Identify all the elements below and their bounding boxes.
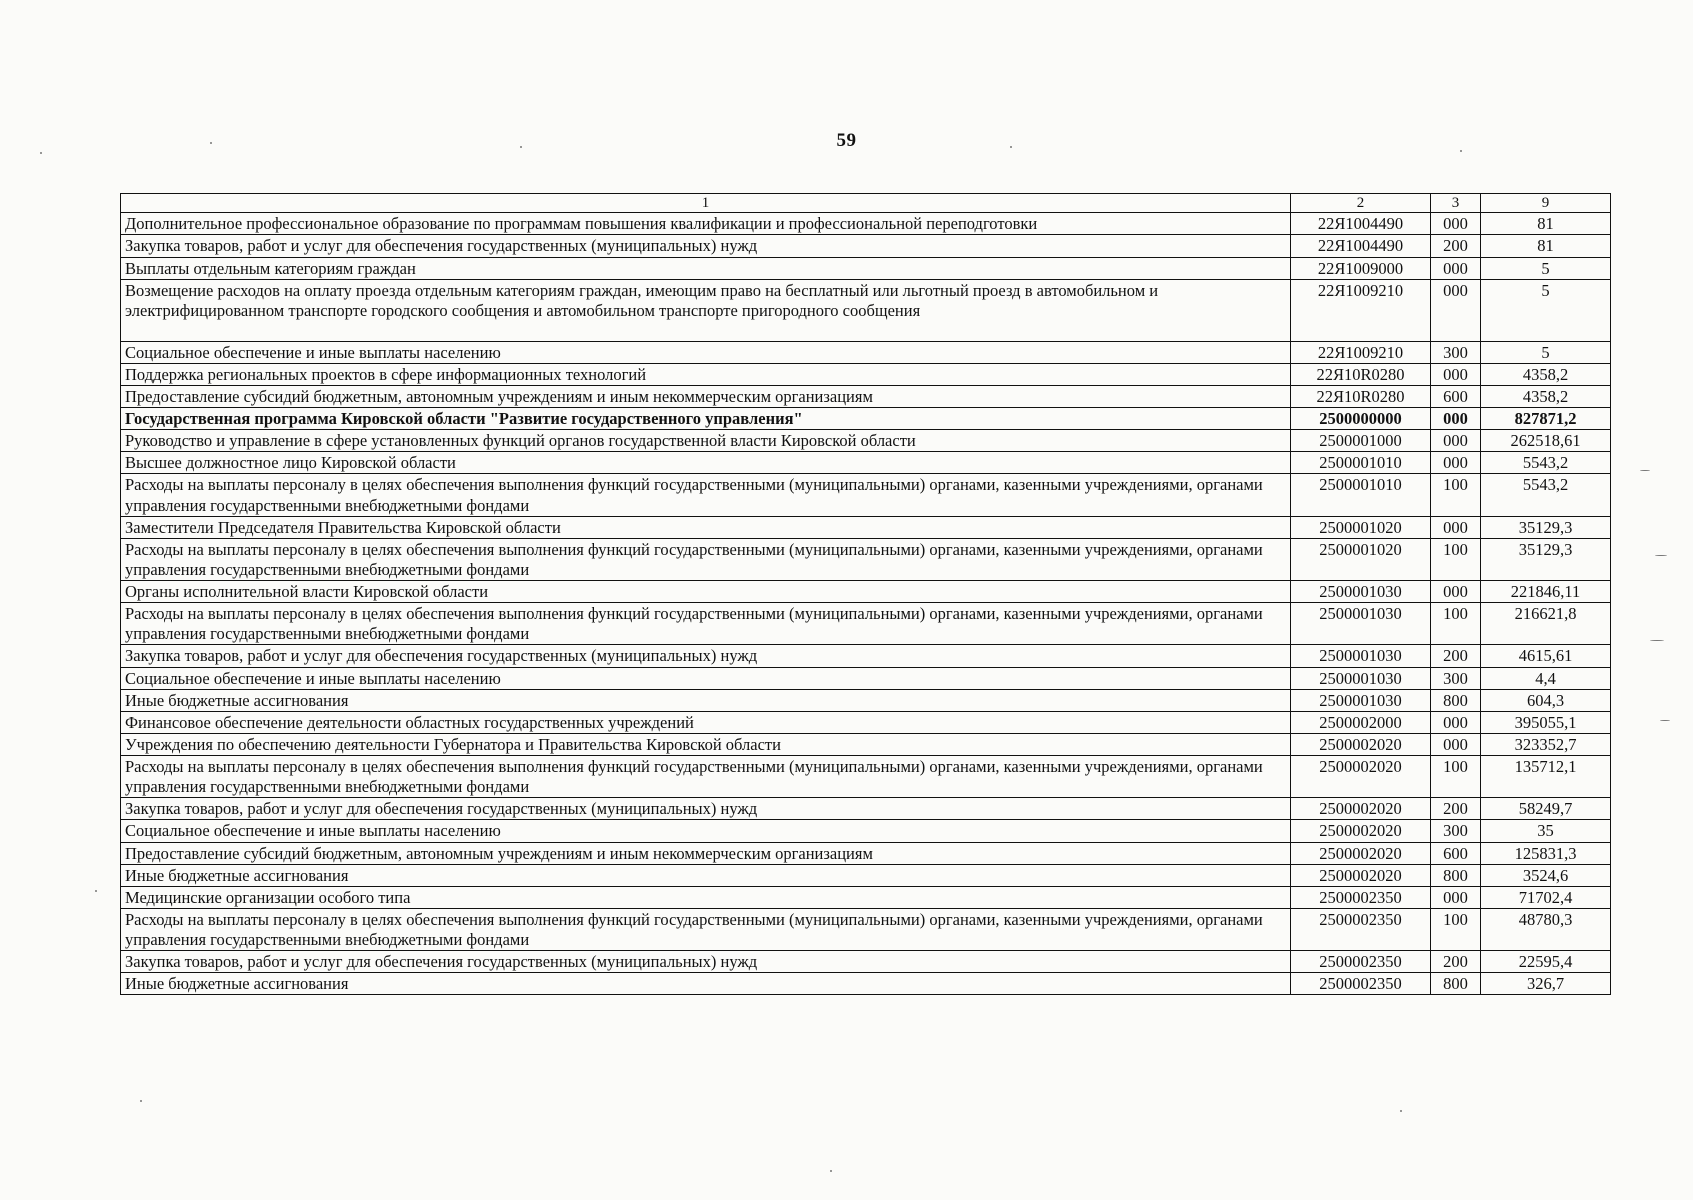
row-expense-type-cell: 000 — [1431, 279, 1481, 341]
row-code-cell: 2500000000 — [1291, 408, 1431, 430]
row-name-cell: Расходы на выплаты персоналу в целях обеспечения выполнения функций государственными (муниципальными) органами, казенными учреждениями, органами управления государственными внебюджетными фондами — [121, 474, 1291, 516]
row-amount-cell: 5 — [1481, 257, 1611, 279]
table-row — [121, 257, 1611, 279]
row-amount-cell: 221846,11 — [1481, 581, 1611, 603]
table-row — [121, 341, 1611, 363]
row-name-cell: Государственная программа Кировской области "Развитие государственного управления" — [121, 408, 1291, 430]
row-code-cell: 22Я10R0280 — [1291, 363, 1431, 385]
row-name-cell: Медицинские организации особого типа — [121, 886, 1291, 908]
row-amount-cell: 5 — [1481, 279, 1611, 341]
row-code-cell: 2500001020 — [1291, 538, 1431, 580]
row-amount-cell: 4358,2 — [1481, 385, 1611, 407]
row-code-cell: 22Я1009000 — [1291, 257, 1431, 279]
row-expense-type-cell: 000 — [1431, 516, 1481, 538]
row-code-cell: 2500002350 — [1291, 908, 1431, 950]
table-row — [121, 279, 1611, 341]
row-code-cell: 2500001030 — [1291, 667, 1431, 689]
row-code-cell: 2500001010 — [1291, 474, 1431, 516]
table-row — [121, 516, 1611, 538]
row-code-cell: 2500001000 — [1291, 430, 1431, 452]
row-name-cell: Расходы на выплаты персоналу в целях обеспечения выполнения функций государственными (муниципальными) органами, казенными учреждениями, органами управления государственными внебюджетными фондами — [121, 908, 1291, 950]
row-code-cell: 2500001030 — [1291, 603, 1431, 645]
row-amount-cell: 216621,8 — [1481, 603, 1611, 645]
row-code-cell: 2500002020 — [1291, 733, 1431, 755]
row-expense-type-cell: 000 — [1431, 408, 1481, 430]
row-code-cell: 22Я10R0280 — [1291, 385, 1431, 407]
table-row — [121, 733, 1611, 755]
table-row — [121, 235, 1611, 257]
row-amount-cell: 5543,2 — [1481, 452, 1611, 474]
table-row — [121, 645, 1611, 667]
row-expense-type-cell: 000 — [1431, 430, 1481, 452]
header-col-amount: 9 — [1481, 194, 1611, 213]
row-amount-cell: 35129,3 — [1481, 538, 1611, 580]
table-row — [121, 452, 1611, 474]
row-expense-type-cell: 800 — [1431, 864, 1481, 886]
row-amount-cell: 135712,1 — [1481, 756, 1611, 798]
budget-table — [120, 193, 1611, 995]
table-row — [121, 667, 1611, 689]
table-row — [121, 886, 1611, 908]
row-expense-type-cell: 800 — [1431, 973, 1481, 995]
row-code-cell: 2500001010 — [1291, 452, 1431, 474]
row-expense-type-cell: 600 — [1431, 385, 1481, 407]
row-code-cell: 2500002020 — [1291, 798, 1431, 820]
row-expense-type-cell: 600 — [1431, 842, 1481, 864]
table-row — [121, 842, 1611, 864]
row-name-cell: Социальное обеспечение и иные выплаты населению — [121, 820, 1291, 842]
row-amount-cell: 125831,3 — [1481, 842, 1611, 864]
row-name-cell: Социальное обеспечение и иные выплаты населению — [121, 341, 1291, 363]
row-name-cell: Иные бюджетные ассигнования — [121, 689, 1291, 711]
row-expense-type-cell: 000 — [1431, 711, 1481, 733]
row-code-cell: 2500002000 — [1291, 711, 1431, 733]
row-expense-type-cell: 100 — [1431, 538, 1481, 580]
row-name-cell: Выплаты отдельным категориям граждан — [121, 257, 1291, 279]
table-row — [121, 408, 1611, 430]
row-amount-cell: 604,3 — [1481, 689, 1611, 711]
header-col-code: 2 — [1291, 194, 1431, 213]
table-row — [121, 798, 1611, 820]
row-expense-type-cell: 800 — [1431, 689, 1481, 711]
row-code-cell: 22Я1009210 — [1291, 279, 1431, 341]
table-row — [121, 756, 1611, 798]
row-expense-type-cell: 000 — [1431, 257, 1481, 279]
row-expense-type-cell: 000 — [1431, 452, 1481, 474]
table-row — [121, 864, 1611, 886]
table-row — [121, 538, 1611, 580]
table-row — [121, 474, 1611, 516]
row-expense-type-cell: 000 — [1431, 581, 1481, 603]
row-name-cell: Учреждения по обеспечению деятельности Губернатора и Правительства Кировской области — [121, 733, 1291, 755]
table-row — [121, 908, 1611, 950]
table-row — [121, 973, 1611, 995]
row-amount-cell: 323352,7 — [1481, 733, 1611, 755]
row-name-cell: Закупка товаров, работ и услуг для обеспечения государственных (муниципальных) нужд — [121, 798, 1291, 820]
row-amount-cell: 5543,2 — [1481, 474, 1611, 516]
table-row — [121, 689, 1611, 711]
row-expense-type-cell: 000 — [1431, 363, 1481, 385]
row-name-cell: Закупка товаров, работ и услуг для обеспечения государственных (муниципальных) нужд — [121, 645, 1291, 667]
row-code-cell: 2500002350 — [1291, 973, 1431, 995]
row-expense-type-cell: 200 — [1431, 798, 1481, 820]
table-row — [121, 711, 1611, 733]
row-code-cell: 2500002020 — [1291, 864, 1431, 886]
row-name-cell: Иные бюджетные ассигнования — [121, 864, 1291, 886]
row-name-cell: Иные бюджетные ассигнования — [121, 973, 1291, 995]
row-name-cell: Расходы на выплаты персоналу в целях обеспечения выполнения функций государственными (муниципальными) органами, казенными учреждениями, органами управления государственными внебюджетными фондами — [121, 756, 1291, 798]
table-row — [121, 363, 1611, 385]
row-amount-cell: 326,7 — [1481, 973, 1611, 995]
row-expense-type-cell: 300 — [1431, 820, 1481, 842]
row-expense-type-cell: 100 — [1431, 603, 1481, 645]
table-header-row — [121, 194, 1611, 213]
row-name-cell: Расходы на выплаты персоналу в целях обеспечения выполнения функций государственными (муниципальными) органами, казенными учреждениями, органами управления государственными внебюджетными фондами — [121, 538, 1291, 580]
row-code-cell: 22Я1004490 — [1291, 235, 1431, 257]
row-amount-cell: 827871,2 — [1481, 408, 1611, 430]
row-amount-cell: 5 — [1481, 341, 1611, 363]
row-code-cell: 2500002350 — [1291, 886, 1431, 908]
row-name-cell: Финансовое обеспечение деятельности областных государственных учреждений — [121, 711, 1291, 733]
row-amount-cell: 4615,61 — [1481, 645, 1611, 667]
row-name-cell: Предоставление субсидий бюджетным, автономным учреждениям и иным некоммерческим организациям — [121, 842, 1291, 864]
row-amount-cell: 4,4 — [1481, 667, 1611, 689]
table-row — [121, 603, 1611, 645]
row-name-cell: Возмещение расходов на оплату проезда отдельным категориям граждан, имеющим право на бесплатный или льготный проезд в автомобильном и электрифицированном транспорте городского сообщения и автомобильном транспорте пригородного сообщения — [121, 279, 1291, 341]
row-amount-cell: 262518,61 — [1481, 430, 1611, 452]
row-code-cell: 2500002350 — [1291, 951, 1431, 973]
row-name-cell: Предоставление субсидий бюджетным, автономным учреждениям и иным некоммерческим организациям — [121, 385, 1291, 407]
row-expense-type-cell: 200 — [1431, 235, 1481, 257]
row-amount-cell: 71702,4 — [1481, 886, 1611, 908]
row-expense-type-cell: 000 — [1431, 213, 1481, 235]
row-amount-cell: 35129,3 — [1481, 516, 1611, 538]
row-name-cell: Руководство и управление в сфере установленных функций органов государственной власти Кировской области — [121, 430, 1291, 452]
table-row — [121, 951, 1611, 973]
row-expense-type-cell: 100 — [1431, 474, 1481, 516]
row-name-cell: Органы исполнительной власти Кировской области — [121, 581, 1291, 603]
row-expense-type-cell: 100 — [1431, 908, 1481, 950]
row-name-cell: Дополнительное профессиональное образование по программам повышения квалификации и профессиональной переподготовки — [121, 213, 1291, 235]
row-code-cell: 22Я1004490 — [1291, 213, 1431, 235]
row-amount-cell: 48780,3 — [1481, 908, 1611, 950]
row-expense-type-cell: 300 — [1431, 341, 1481, 363]
row-expense-type-cell: 200 — [1431, 951, 1481, 973]
row-expense-type-cell: 300 — [1431, 667, 1481, 689]
row-code-cell: 2500001030 — [1291, 645, 1431, 667]
row-name-cell: Поддержка региональных проектов в сфере информационных технологий — [121, 363, 1291, 385]
row-expense-type-cell: 000 — [1431, 733, 1481, 755]
row-code-cell: 2500001030 — [1291, 689, 1431, 711]
table-row — [121, 213, 1611, 235]
row-code-cell: 2500002020 — [1291, 820, 1431, 842]
row-amount-cell: 4358,2 — [1481, 363, 1611, 385]
row-name-cell: Закупка товаров, работ и услуг для обеспечения государственных (муниципальных) нужд — [121, 235, 1291, 257]
row-amount-cell: 3524,6 — [1481, 864, 1611, 886]
row-amount-cell: 35 — [1481, 820, 1611, 842]
table-row — [121, 820, 1611, 842]
row-expense-type-cell: 200 — [1431, 645, 1481, 667]
row-code-cell: 22Я1009210 — [1291, 341, 1431, 363]
row-name-cell: Высшее должностное лицо Кировской области — [121, 452, 1291, 474]
row-amount-cell: 395055,1 — [1481, 711, 1611, 733]
row-name-cell: Расходы на выплаты персоналу в целях обеспечения выполнения функций государственными (муниципальными) органами, казенными учреждениями, органами управления государственными внебюджетными фондами — [121, 603, 1291, 645]
header-col-expense-type: 3 — [1431, 194, 1481, 213]
row-amount-cell: 22595,4 — [1481, 951, 1611, 973]
row-name-cell: Закупка товаров, работ и услуг для обеспечения государственных (муниципальных) нужд — [121, 951, 1291, 973]
row-expense-type-cell: 000 — [1431, 886, 1481, 908]
header-col-name: 1 — [121, 194, 1291, 213]
row-name-cell: Социальное обеспечение и иные выплаты населению — [121, 667, 1291, 689]
table-row — [121, 581, 1611, 603]
row-code-cell: 2500002020 — [1291, 756, 1431, 798]
row-amount-cell: 81 — [1481, 213, 1611, 235]
row-amount-cell: 81 — [1481, 235, 1611, 257]
table-row — [121, 385, 1611, 407]
row-code-cell: 2500002020 — [1291, 842, 1431, 864]
row-code-cell: 2500001020 — [1291, 516, 1431, 538]
row-expense-type-cell: 100 — [1431, 756, 1481, 798]
page-number: 59 — [836, 130, 857, 151]
table-row — [121, 430, 1611, 452]
row-amount-cell: 58249,7 — [1481, 798, 1611, 820]
row-name-cell: Заместители Председателя Правительства Кировской области — [121, 516, 1291, 538]
row-code-cell: 2500001030 — [1291, 581, 1431, 603]
